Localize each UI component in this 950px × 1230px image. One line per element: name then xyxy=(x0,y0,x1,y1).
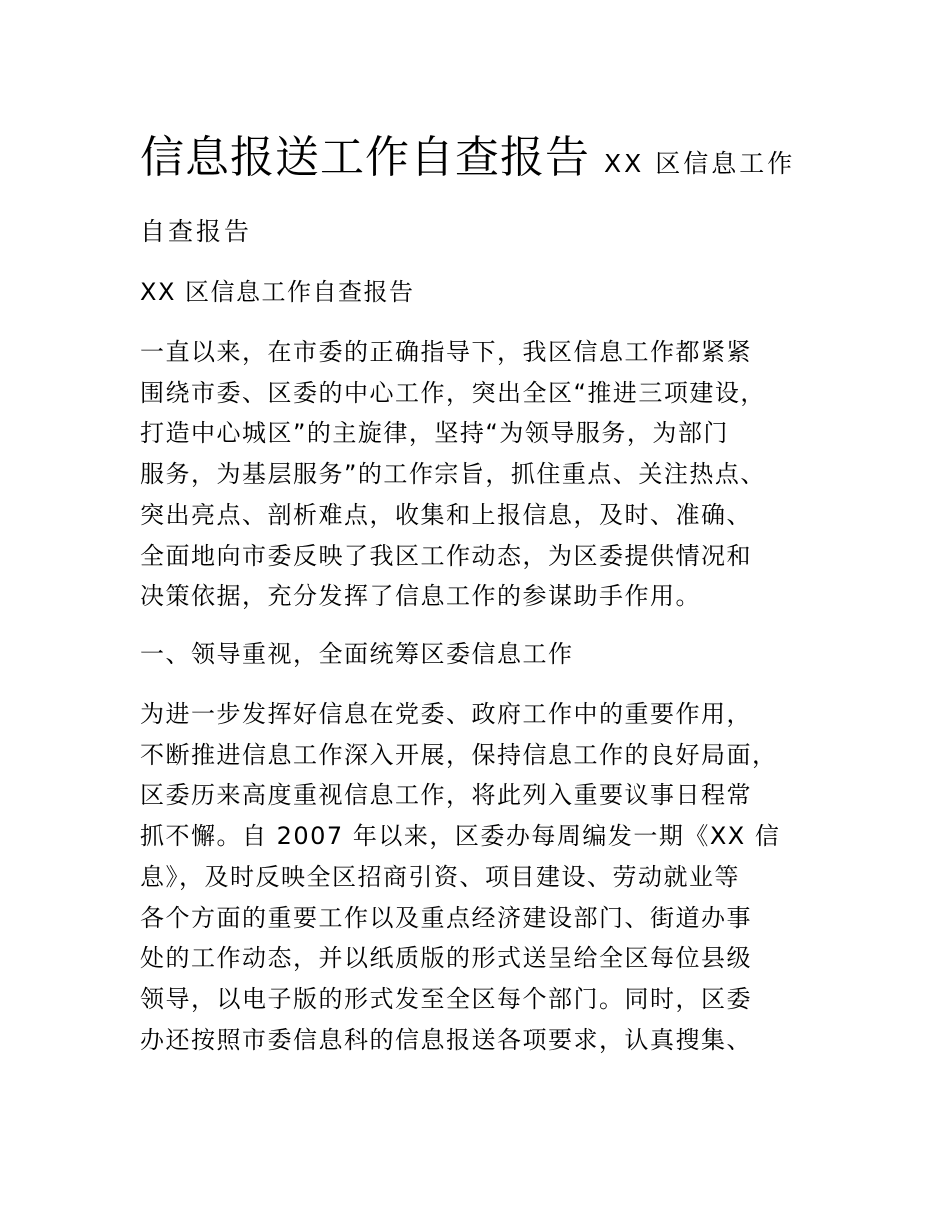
paragraph-line: 全面地向市委反映了我区工作动态，为区委提供情况和 xyxy=(140,541,752,570)
paragraph-line: 息》，及时反映全区招商引资、项目建设、劳动就业等 xyxy=(140,862,740,891)
paragraph-line: 围绕市委、区委的中心工作，突出全区“推进三项建设， xyxy=(140,378,766,407)
paragraph-line: 处的工作动态，并以纸质版的形式送呈给全区每位县级 xyxy=(140,944,752,973)
title-main: 信息报送工作自查报告 xyxy=(140,132,590,183)
paragraph-line: 突出亮点、剖析难点，收集和上报信息，及时、准确、 xyxy=(140,500,752,529)
section-heading: 一、领导重视，全面统筹区委信息工作 xyxy=(140,640,574,668)
intro-paragraph xyxy=(140,332,820,617)
paragraph-line: 为进一步发挥好信息在党委、政府工作中的重要作用， xyxy=(140,700,752,728)
section-1-paragraph xyxy=(140,694,820,1060)
paragraph-line: 抓不懈。自 2007 年以来，区委办每周编发一期《XX 信 xyxy=(140,822,781,851)
paragraph-line: 服务，为基层服务”的工作宗旨，抓住重点、关注热点、 xyxy=(140,460,766,489)
paragraph-line: 一直以来，在市委的正确指导下，我区信息工作都紧紧 xyxy=(140,338,752,366)
document-title xyxy=(140,128,830,197)
document-subtitle: XX 区信息工作自查报告 xyxy=(140,278,415,306)
paragraph-line: 各个方面的重要工作以及重点经济建设部门、街道办事 xyxy=(140,903,752,932)
paragraph-line: 办还按照市委信息科的信息报送各项要求，认真搜集、 xyxy=(140,1025,752,1054)
paragraph-line: 决策依据，充分发挥了信息工作的参谋助手作用。 xyxy=(140,582,701,611)
paragraph-line: 不断推进信息工作深入开展，保持信息工作的良好局面， xyxy=(140,740,778,769)
title-suffix: XX 区信息工作 xyxy=(604,149,796,178)
title-continuation: 自查报告 xyxy=(140,217,253,246)
paragraph-line: 打造中心城区”的主旋律，坚持“为领导服务，为部门 xyxy=(140,419,729,448)
paragraph-line: 区委历来高度重视信息工作，将此列入重要议事日程常 xyxy=(140,781,752,810)
paragraph-line: 领导，以电子版的形式发至全区每个部门。同时，区委 xyxy=(140,984,752,1013)
